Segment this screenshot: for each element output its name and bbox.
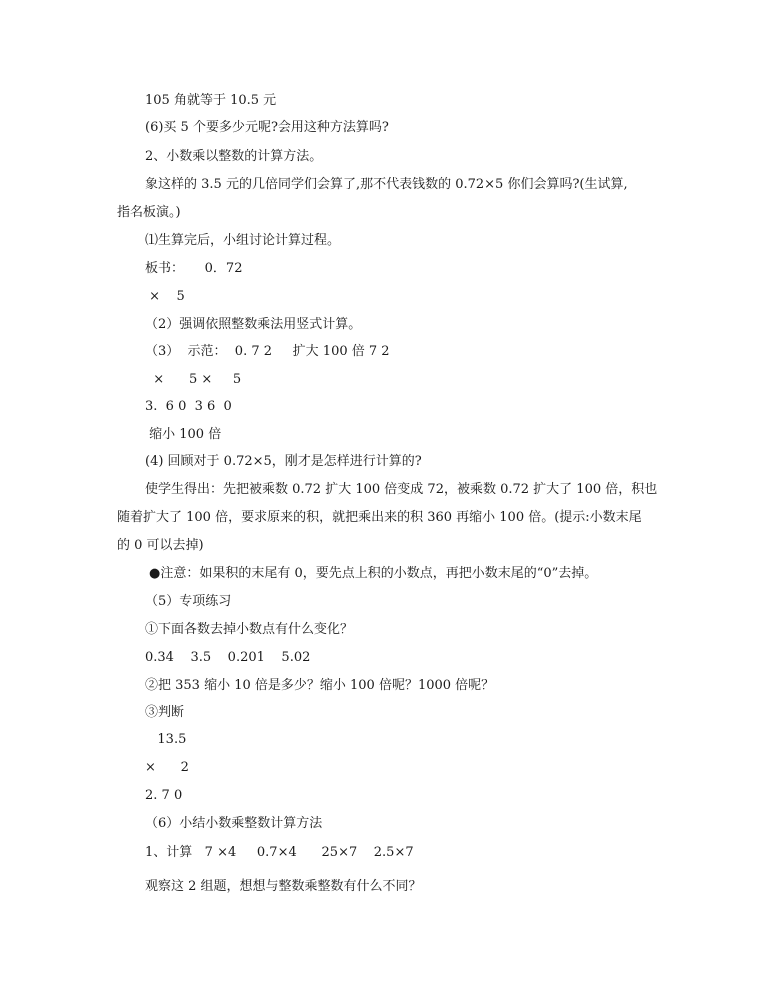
text-line-8: × 5 (145, 289, 185, 304)
text-line-14: (4) 回顾对于 0.72×5，刚才是怎样进行计算的? (145, 454, 422, 469)
text-line-12: 3. 6 0 3 6 0 (145, 399, 232, 414)
text-line-7: 板书： 0．72 (145, 261, 243, 276)
text-line-17: 的 0 可以去掉) (117, 538, 204, 553)
text-line-6: ⑴生算完后，小组讨论计算过程。 (145, 233, 341, 248)
text-line-4: 象这样的 3.5 元的几倍同学们会算了,那不代表钱数的 0.72×5 你们会算吗?(生试算, (145, 177, 628, 192)
text-line-28: 1、计算 7 ×4 0.7×4 25×7 2.5×7 (145, 845, 414, 860)
text-line-5: 指名板演。) (117, 205, 181, 220)
text-line-27: （6）小结小数乘整数计算方法 (145, 816, 323, 831)
text-line-3: 2、小数乘以整数的计算方法。 (145, 149, 323, 164)
text-line-15: 使学生得出：先把被乘数 0.72 扩大 100 倍变成 72，被乘数 0.72 扩大了 100 倍，积也 (145, 482, 658, 497)
text-line-19: （5）专项练习 (145, 594, 232, 609)
text-line-21: 0.34 3.5 0.201 5.02 (145, 650, 311, 665)
text-line-25: × 2 (145, 760, 189, 775)
text-line-11: × 5 × 5 (145, 372, 242, 387)
text-line-20: ①下面各数去掉小数点有什么变化？ (145, 622, 354, 637)
text-line-9: （2）强调依照整数乘法用竖式计算。 (145, 317, 362, 332)
text-line-2: (6)买 5 个要多少元呢?会用这种方法算吗? (145, 120, 389, 135)
text-line-26: 2. 7 0 (145, 788, 183, 803)
text-line-16: 随着扩大了 100 倍，要求原来的积，就把乘出来的积 360 再缩小 100 倍。(提示:小数末尾 (117, 510, 642, 525)
text-line-22: ②把 353 缩小 10 倍是多少？缩小 100 倍呢？1000 倍呢？ (145, 678, 495, 693)
text-line-29: 观察这 2 组题，想想与整数乘整数有什么不同？ (145, 879, 422, 894)
text-line-10: （3） 示范： 0. 7 2 扩大 100 倍 7 2 (145, 344, 390, 359)
text-line-23: ③判断 (145, 705, 185, 720)
text-line-18: ●注意：如果积的末尾有 0，要先点上积的小数点，再把小数末尾的“0”去掉。 (149, 566, 598, 581)
text-line-1: 105 角就等于 10.5 元 (145, 93, 277, 108)
text-line-24: 13.5 (145, 732, 187, 747)
text-line-13: 缩小 100 倍 (145, 427, 222, 442)
